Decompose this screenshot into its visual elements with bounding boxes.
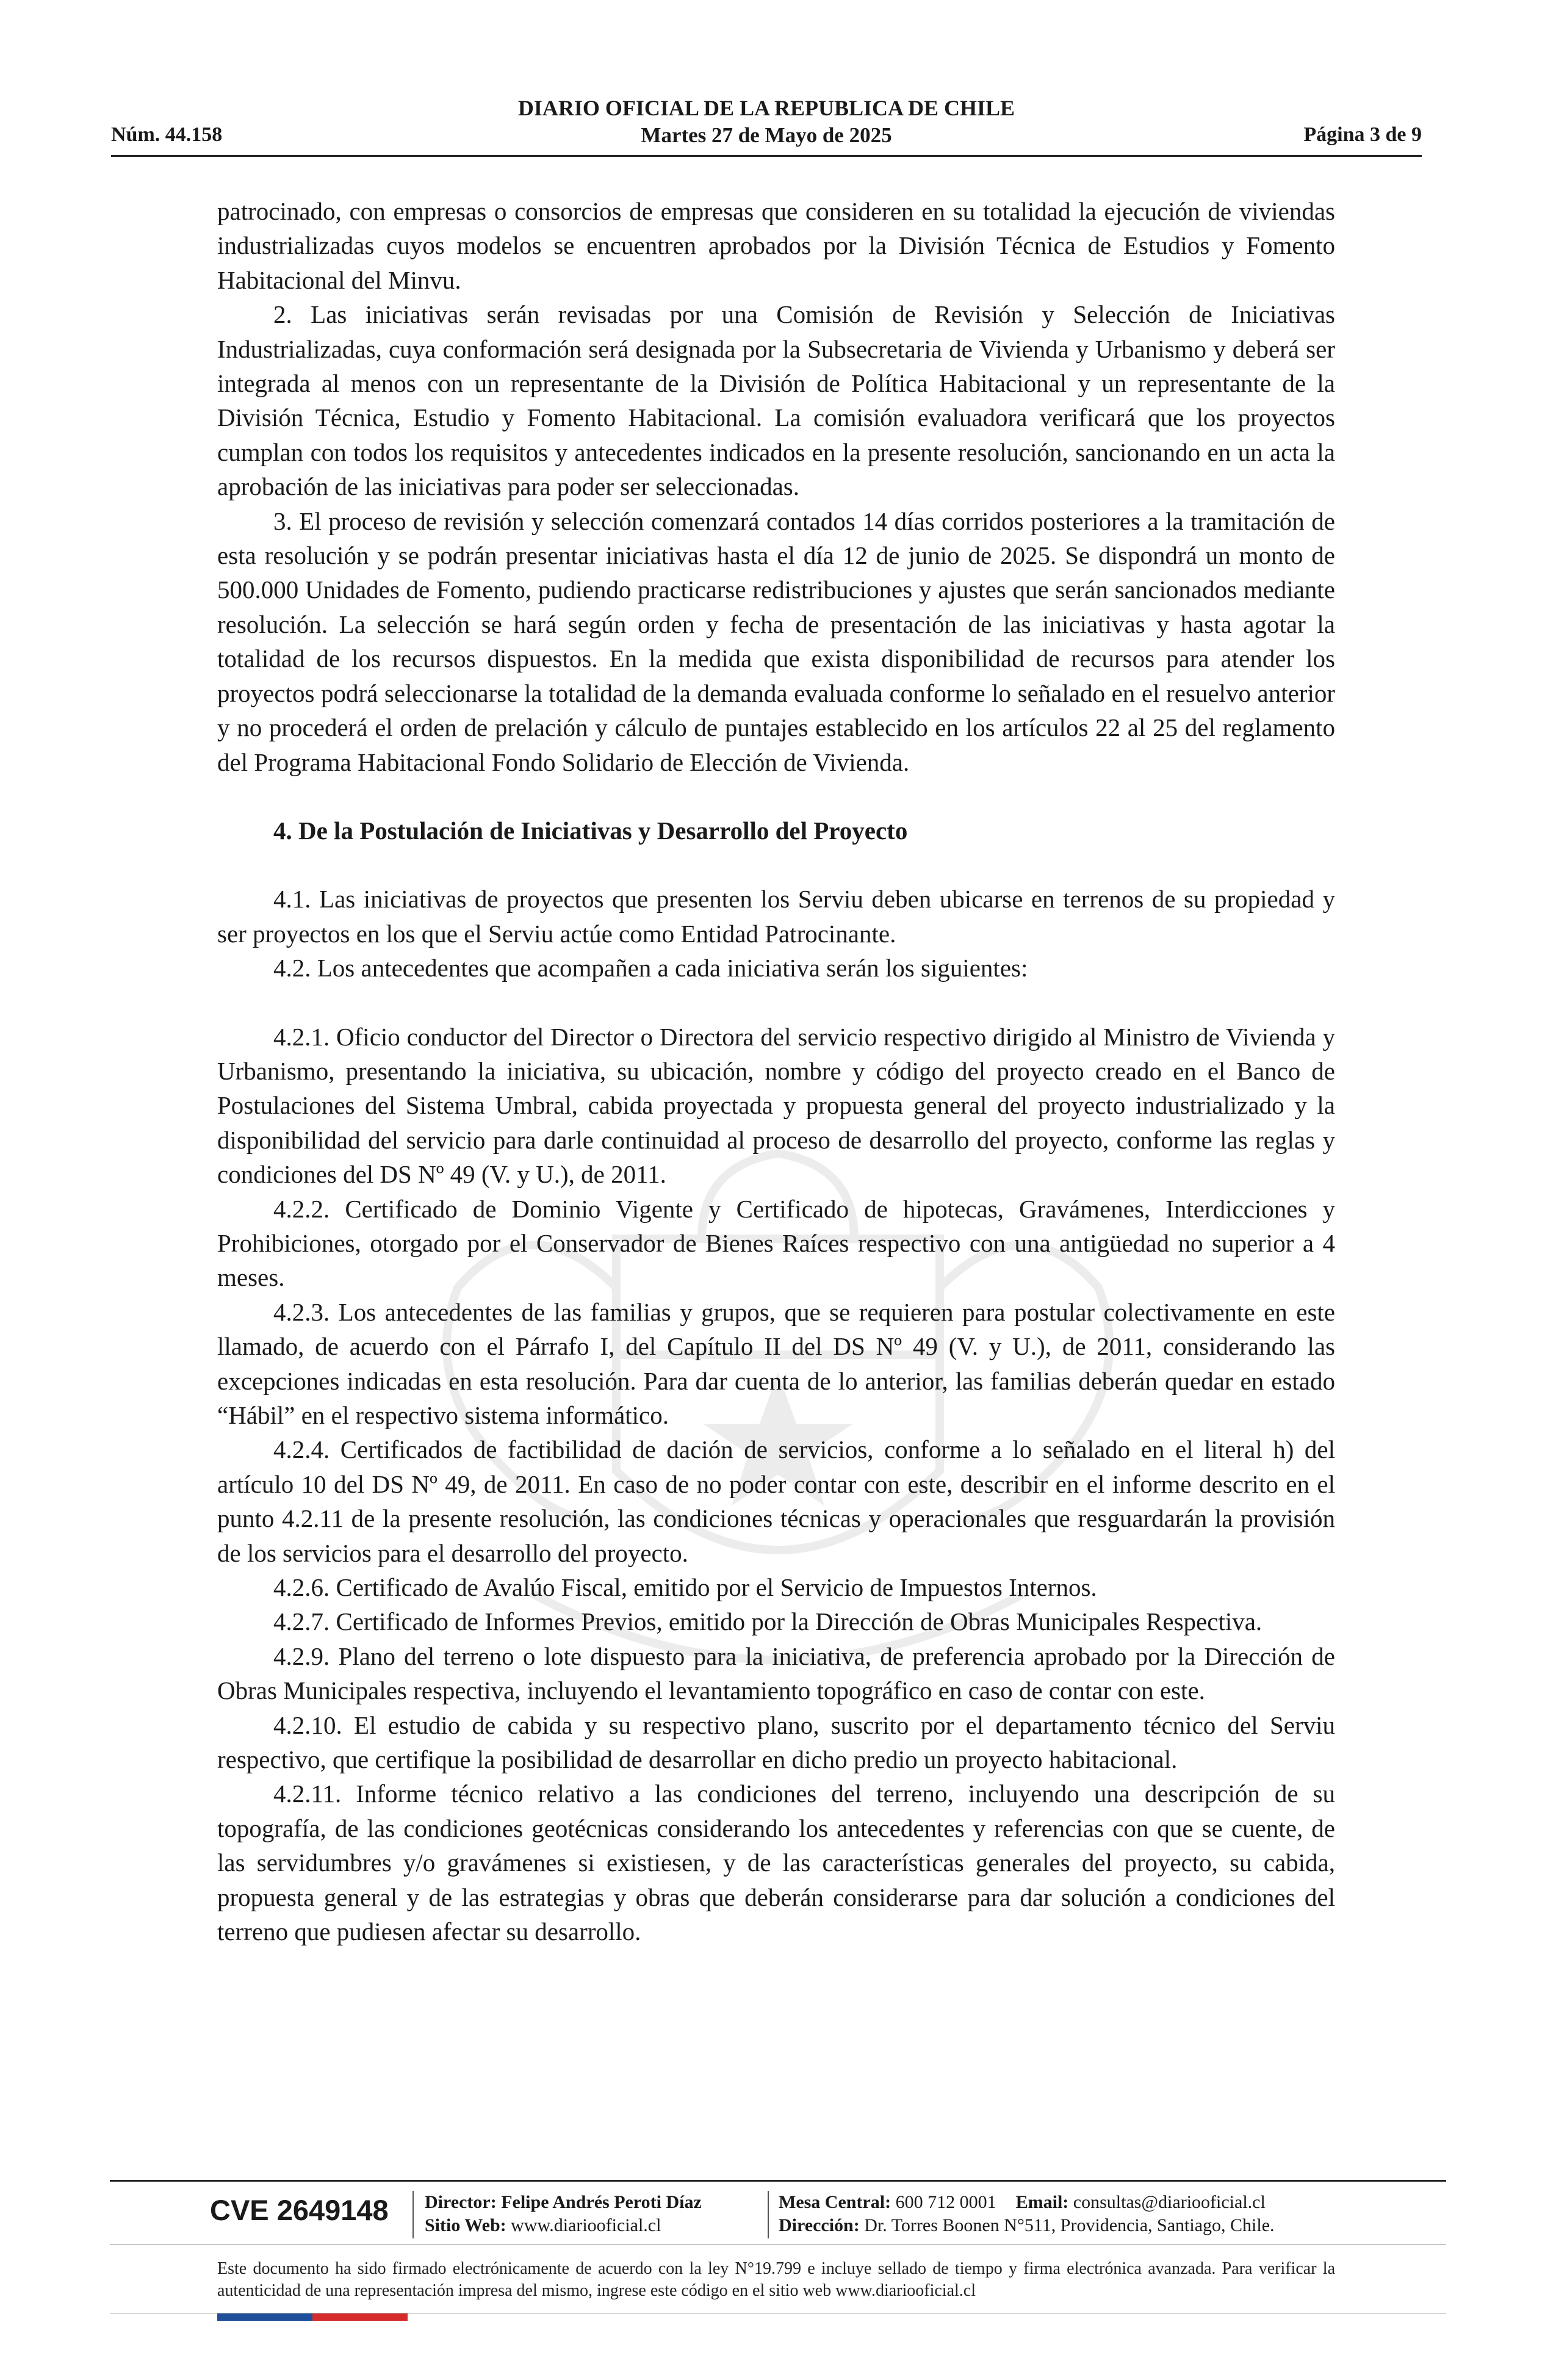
paragraph-4-2-9: 4.2.9. Plano del terreno o lote dispuesto para la iniciativa, de preferencia aprobado por la Dirección de Obras Municipales respectiva, incluyendo el levantamiento topográfico en caso de contar con este.	[217, 1642, 1335, 1705]
paragraph-4-2-10: 4.2.10. El estudio de cabida y su respectivo plano, suscrito por el departamento técnico del Serviu respectivo, que certifique la posibilidad de desarrollar en dicho predio un proyecto habitacional.	[217, 1711, 1335, 1774]
footer-divider	[110, 2180, 1446, 2182]
page-number: Página 3 de 9	[1303, 123, 1422, 146]
cve-code: CVE 2649148	[210, 2194, 389, 2226]
site-label: Sitio Web:	[425, 2215, 506, 2235]
paragraph-4-2: 4.2. Los antecedentes que acompañen a cada iniciativa serán los siguientes:	[273, 954, 1028, 983]
page-header	[111, 92, 1422, 153]
paragraph-4-2-11: 4.2.11. Informe técnico relativo a las condiciones del terreno, incluyendo una descripción de su topografía, de las condiciones geotécnicas considerando los antecedentes y referencias con que se cuente, de las servidumbres y/o gravámenes si existiesen, y de las características generales del proyecto, su cabida, propuesta general y de las estrategias y obras que deberán considerarse para dar solución a condiciones del terreno que pudiesen afectar su desarrollo.	[217, 1780, 1335, 1946]
footer-separator	[768, 2191, 769, 2238]
flag-bar-blue	[217, 2313, 312, 2321]
paragraph-4-2-1: 4.2.1. Oficio conductor del Director o Directora del servicio respectivo dirigido al Ministro de Vivienda y Urbanismo, presentando la iniciativa, su ubicación, nombre y código del proyecto creado en el Banco de Postulaciones del Sistema Umbral, cabida proyectada y propuesta general del proyecto industrializado y la disponibilidad del servicio para darle continuidad al proceso de desarrollo del proyecto, conforme las reglas y condiciones del DS Nº 49 (V. y U.), de 2011.	[217, 1022, 1335, 1189]
paragraph-continuation: patrocinado, con empresas o consorcios de empresas que consideren en su totalidad la ejecución de viviendas industrializadas cuyos modelos se encuentren aprobados por la División Técnica de Estudios y Fomento Habitacional del Minvu.	[217, 197, 1335, 294]
footer-director-block	[425, 2191, 702, 2237]
spacer	[217, 779, 1335, 813]
address-label: Dirección:	[779, 2215, 860, 2235]
issue-number: Núm. 44.158	[111, 123, 223, 146]
paragraph-4-2-6: 4.2.6. Certificado de Avalúo Fiscal, emitido por el Servicio de Impuestos Internos.	[273, 1573, 1097, 1602]
legal-notice: Este documento ha sido firmado electrónicamente de acuerdo con la ley N°19.799 e incluye sellado de tiempo y firma electrónica avanzada. Para verificar la autenticidad de una representación impresa del mismo, ingrese este código en el sitio web www.diariooficial.cl	[217, 2259, 1335, 2300]
footer-contact-block	[779, 2191, 1275, 2237]
paragraph-4-1: 4.1. Las iniciativas de proyectos que presenten los Serviu deben ubicarse en terrenos de su propiedad y ser proyectos en los que el Serviu actúe como Entidad Patrocinante.	[217, 885, 1335, 948]
site-link[interactable]: www.diariooficial.cl	[511, 2215, 661, 2235]
email-label: Email:	[1015, 2192, 1069, 2212]
spacer	[217, 848, 1335, 882]
issue-date: Martes 27 de Mayo de 2025	[641, 123, 892, 147]
mesa-phone: 600 712 0001	[895, 2192, 996, 2212]
flag-color-bar	[217, 2313, 408, 2321]
spacer	[217, 986, 1335, 1020]
section-heading-4: 4. De la Postulación de Iniciativas y Desarrollo del Proyecto	[273, 816, 908, 845]
mesa-label: Mesa Central:	[779, 2192, 891, 2212]
paragraph-2: 2. Las iniciativas serán revisadas por una Comisión de Revisión y Selección de Iniciativas Industrializadas, cuya conformación será designada por la Subsecretaria de Vivienda y Urbanismo y deberá ser integrada al menos con un representante de la División de Política Habitacional y un representante de la División Técnica, Estudio y Fomento Habitacional. La comisión evaluadora verificará que los proyectos cumplan con todos los requisitos y antecedentes indicados en la presente resolución, sancionando en un acta la aprobación de las iniciativas para poder ser seleccionadas.	[217, 300, 1335, 501]
address-value: Dr. Torres Boonen N°511, Providencia, Santiago, Chile.	[864, 2215, 1275, 2235]
newspaper-title: DIARIO OFICIAL DE LA REPUBLICA DE CHILE	[517, 96, 1015, 120]
paragraph-3: 3. El proceso de revisión y selección comenzará contados 14 días corridos posteriores a la tramitación de esta resolución y se podrán presentar iniciativas hasta el día 12 de junio de 2025. Se dispondrá un monto de 500.000 Unidades de Fomento, pudiendo practicarse redistribuciones y ajustes que serán sancionados mediante resolución. La selección se hará según orden y fecha de presentación de las iniciativas y hasta agotar la totalidad de los recursos dispuestos. En la medida que exista disponibilidad de recursos para atender los proyectos podrá seleccionarse la totalidad de la demanda evaluada conforme lo señalado en el resuelvo anterior y no procederá el orden de prelación y cálculo de puntajes establecido en los artículos 22 al 25 del reglamento del Programa Habitacional Fondo Solidario de Elección de Vivienda.	[217, 507, 1335, 776]
director-label: Director:	[425, 2192, 497, 2212]
paragraph-4-2-7: 4.2.7. Certificado de Informes Previos, emitido por la Dirección de Obras Municipales Respectiva.	[273, 1607, 1262, 1636]
director-name: Felipe Andrés Peroti Díaz	[501, 2192, 702, 2212]
footer-separator	[412, 2191, 414, 2238]
flag-bar-red	[312, 2313, 408, 2321]
email-link[interactable]: consultas@diariooficial.cl	[1073, 2192, 1266, 2212]
paragraph-4-2-4: 4.2.4. Certificados de factibilidad de dación de servicios, conforme a lo señalado en el literal h) del artículo 10 del DS Nº 49, de 2011. En caso de no poder contar con este, describir en el informe descrito en el punto 4.2.11 de la presente resolución, las condiciones técnicas y operacionales que resguardarán la provisión de los servicios para el desarrollo del proyecto.	[217, 1435, 1335, 1567]
header-divider	[111, 155, 1422, 157]
paragraph-4-2-2: 4.2.2. Certificado de Dominio Vigente y Certificado de hipotecas, Gravámenes, Interdicciones y Prohibiciones, otorgado por el Conservador de Bienes Raíces respectivo con una antigüedad no superior a 4 meses.	[217, 1194, 1335, 1292]
paragraph-4-2-3: 4.2.3. Los antecedentes de las familias y grupos, que se requieren para postular colectivamente en este llamado, de acuerdo con el Párrafo I, del Capítulo II del DS Nº 49 (V. y U.), de 2011, considerando las excepciones indicadas en esta resolución. Para dar cuenta de lo anterior, las familias deberán quedar en estado “Hábil” en el respectivo sistema informático.	[217, 1297, 1335, 1429]
document-body	[217, 194, 1335, 1949]
